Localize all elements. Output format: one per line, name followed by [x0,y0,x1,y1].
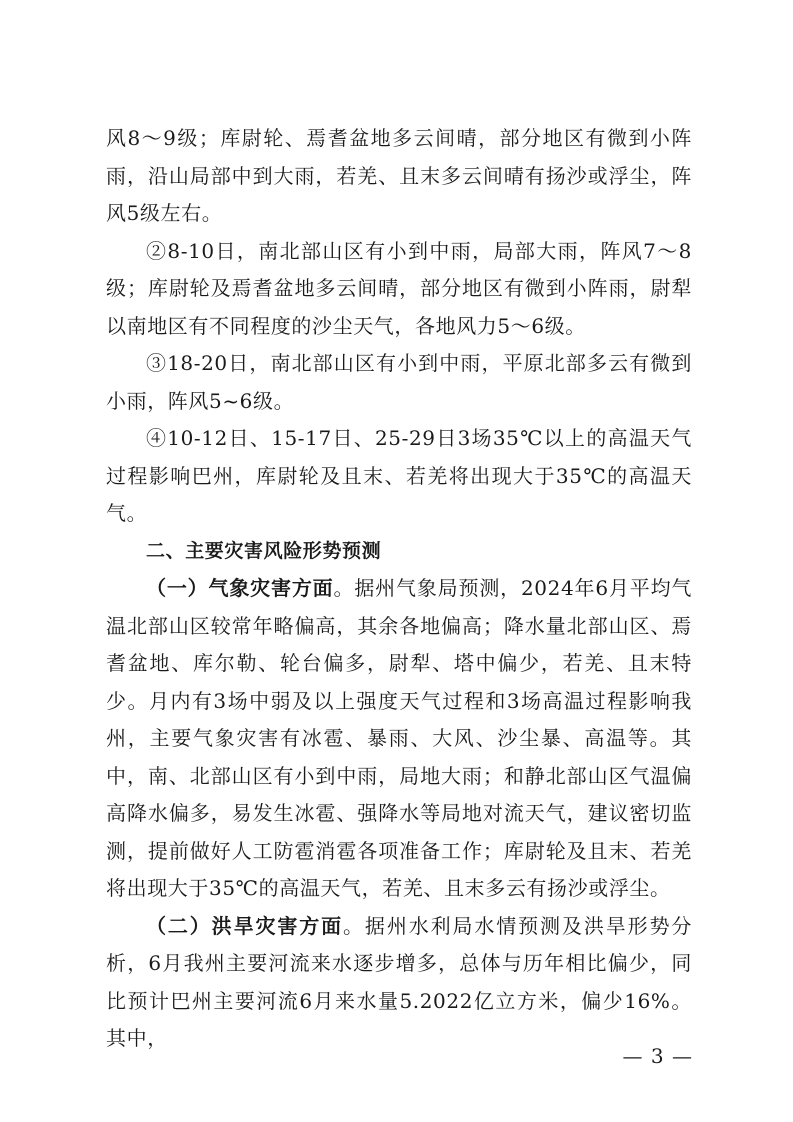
paragraph-1 [106,120,692,233]
section-meteorological-lead: （一）气象灾害方面 [146,576,334,600]
paragraph-3 [106,345,692,420]
section-flood-drought-lead: （二）洪旱灾害方面 [146,913,344,938]
document-body [106,120,692,1058]
section-flood-drought-text: 。据州水利局水情预测及洪旱形势分析，6月我州主要河流来水逐步增多，总体与历年相比偏少，同比预计巴州主要河流6月来水量5.2022亿立方米，偏少16%。其中， [106,913,692,1050]
paragraph-4 [106,420,692,533]
paragraph-2 [106,233,692,346]
paragraph-1-text: 风8～9级；库尉轮、焉耆盆地多云间晴，部分地区有微到小阵雨，沿山局部中到大雨，若羌、且末多云间晴有扬沙或浮尘，阵风5级左右。 [106,126,692,225]
page-number: — 3 — [622,1044,693,1068]
section-heading: 二、主要灾害风险形势预测 [146,539,382,562]
section-flood-drought [106,908,692,1058]
paragraph-4-text: ④10-12日、15-17日、25-29日3场35℃以上的高温天气过程影响巴州，库尉轮及且末、若羌将出现大于35℃的高温天气。 [106,426,692,525]
section-meteorological [106,570,692,908]
section-meteorological-text: 。据州气象局预测，2024年6月平均气温北部山区较常年略偏高，其余各地偏高；降水量北部山区、焉耆盆地、库尔勒、轮台偏多，尉犁、塔中偏少，若羌、且末特少。月内有3场中弱及以上强度天气过程和3场高温过程影响我州，主要气象灾害有冰雹、暴雨、大风、沙尘暴、高温等。其中，南、北部山区有小到中雨，局地大雨；和静北部山区气温偏高降水偏多，易发生冰雹、强降水等局地对流天气，建议密切监测，提前做好人工防雹消雹各项准备工作；库尉轮及且末、若羌将出现大于35℃的高温天气，若羌、且末多云有扬沙或浮尘。 [106,576,692,900]
paragraph-3-text: ③18-20日，南北部山区有小到中雨，平原北部多云有微到小雨，阵风5~6级。 [106,351,692,413]
paragraph-2-text: ②8-10日，南北部山区有小到中雨，局部大雨，阵风7～8级；库尉轮及焉耆盆地多云间晴，部分地区有微到小阵雨，尉犁以南地区有不同程度的沙尘天气，各地风力5～6级。 [106,238,692,338]
